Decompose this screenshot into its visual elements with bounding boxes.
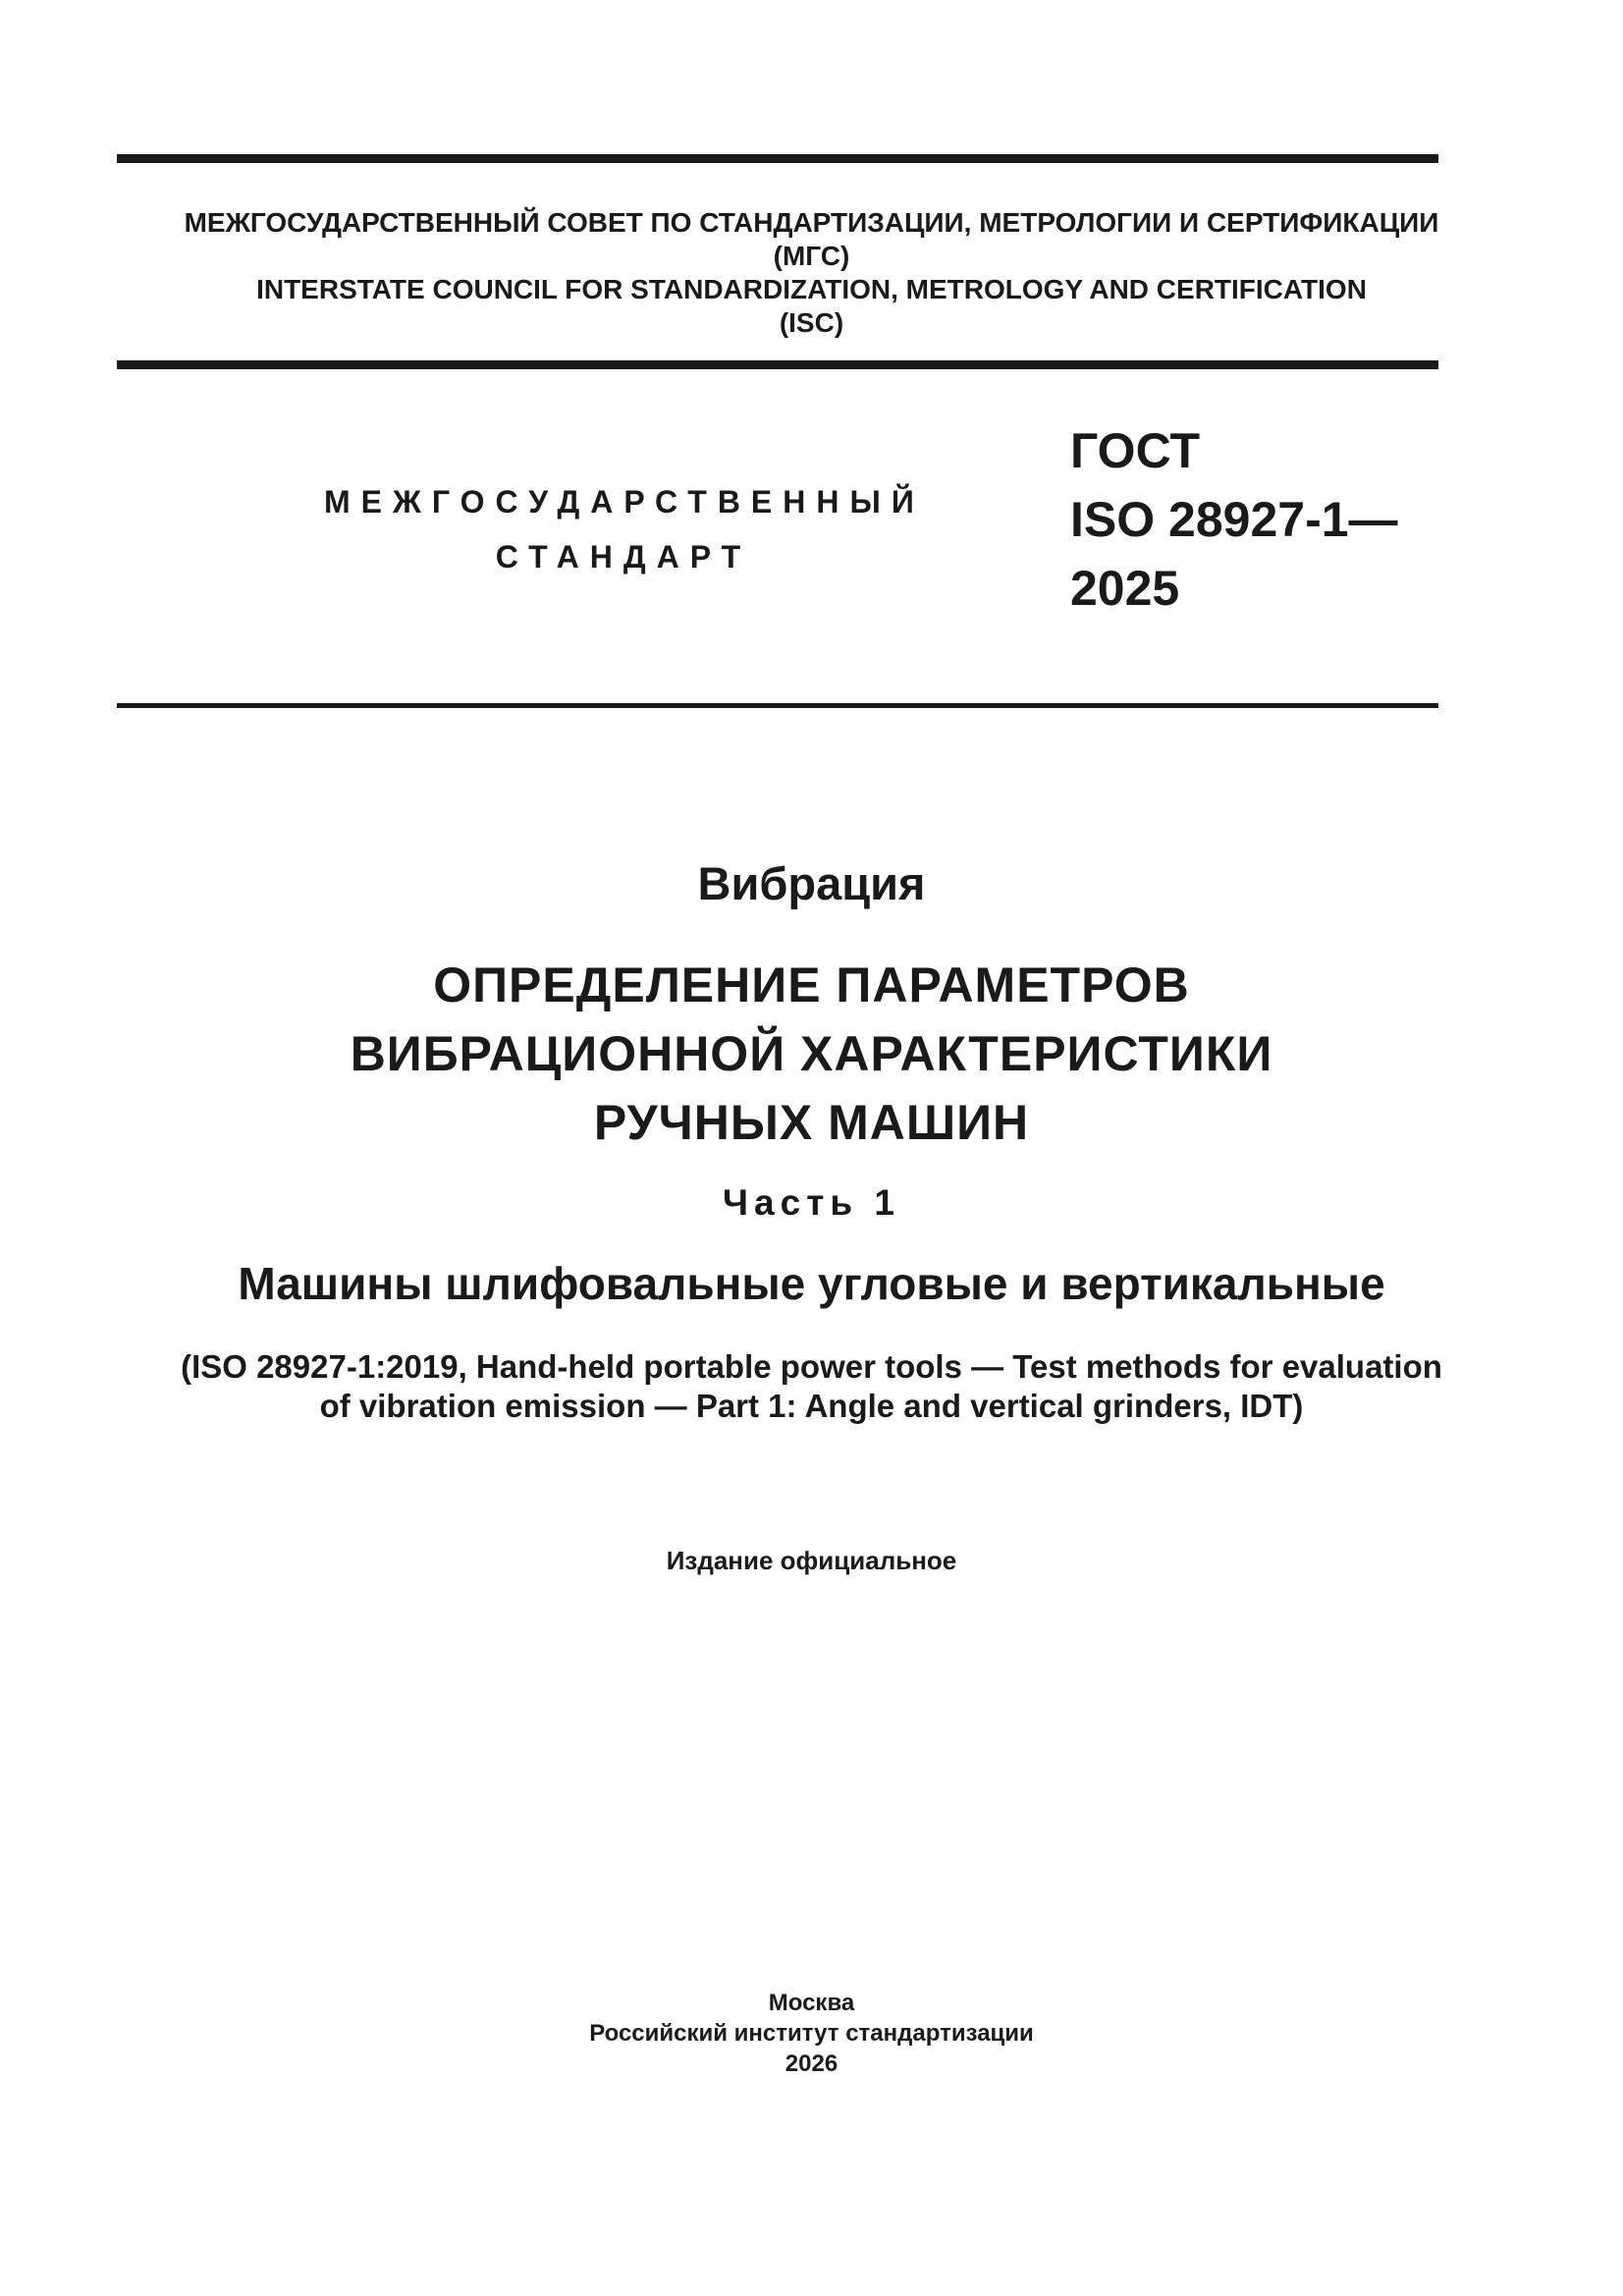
council-rule (117, 360, 1438, 369)
standard-type (324, 474, 923, 584)
publisher-city: Москва (768, 1990, 855, 2016)
iso-reference-line1: (ISO 28927-1:2019, Hand-held portable power tools — Test methods for evaluation (181, 1348, 1442, 1385)
title-line1: ОПРЕДЕЛЕНИЕ ПАРАМЕТРОВ (433, 957, 1190, 1012)
standard-type-line2: СТАНДАРТ (495, 539, 752, 574)
iso-reference-line2: of vibration emission — Part 1: Angle and vertical grinders, IDT) (319, 1388, 1304, 1424)
publisher-block (0, 1988, 1623, 2079)
iso-reference (0, 1347, 1623, 1426)
designation-line2: ISO 28927-1— (1070, 492, 1398, 547)
publication-year: 2026 (784, 2050, 839, 2077)
council-abbr-en: (ISC) (779, 307, 844, 338)
council-name-ru: МЕЖГОСУДАРСТВЕННЫЙ СОВЕТ ПО СТАНДАРТИЗАЦИИ, МЕТРОЛОГИИ И СЕРТИФИКАЦИИ (184, 207, 1439, 238)
subject: Вибрация (697, 857, 926, 909)
top-rule (117, 154, 1438, 163)
designation-line3: 2025 (1070, 561, 1180, 616)
document-title (0, 951, 1623, 1157)
designation-line1: ГОСТ (1070, 423, 1200, 478)
header-bottom-rule (117, 703, 1438, 708)
part-number: Часть 1 (723, 1182, 900, 1223)
standard-designation (1070, 416, 1398, 623)
title-line3: РУЧНЫХ МАШИН (593, 1095, 1030, 1150)
edition-label: Издание официальное (666, 1546, 957, 1575)
council-abbr-ru: (МГС) (773, 241, 850, 271)
council-header (0, 206, 1623, 340)
title-line2: ВИБРАЦИОННОЙ ХАРАКТЕРИСТИКИ (350, 1026, 1273, 1081)
standard-type-line1: МЕЖГОСУДАРСТВЕННЫЙ (324, 484, 925, 519)
part-subtitle: Машины шлифовальные угловые и вертикальные (238, 1258, 1385, 1309)
publisher-name: Российский институт стандартизации (589, 2020, 1034, 2047)
council-name-en: INTERSTATE COUNCIL FOR STANDARDIZATION, METROLOGY AND CERTIFICATION (256, 274, 1367, 304)
